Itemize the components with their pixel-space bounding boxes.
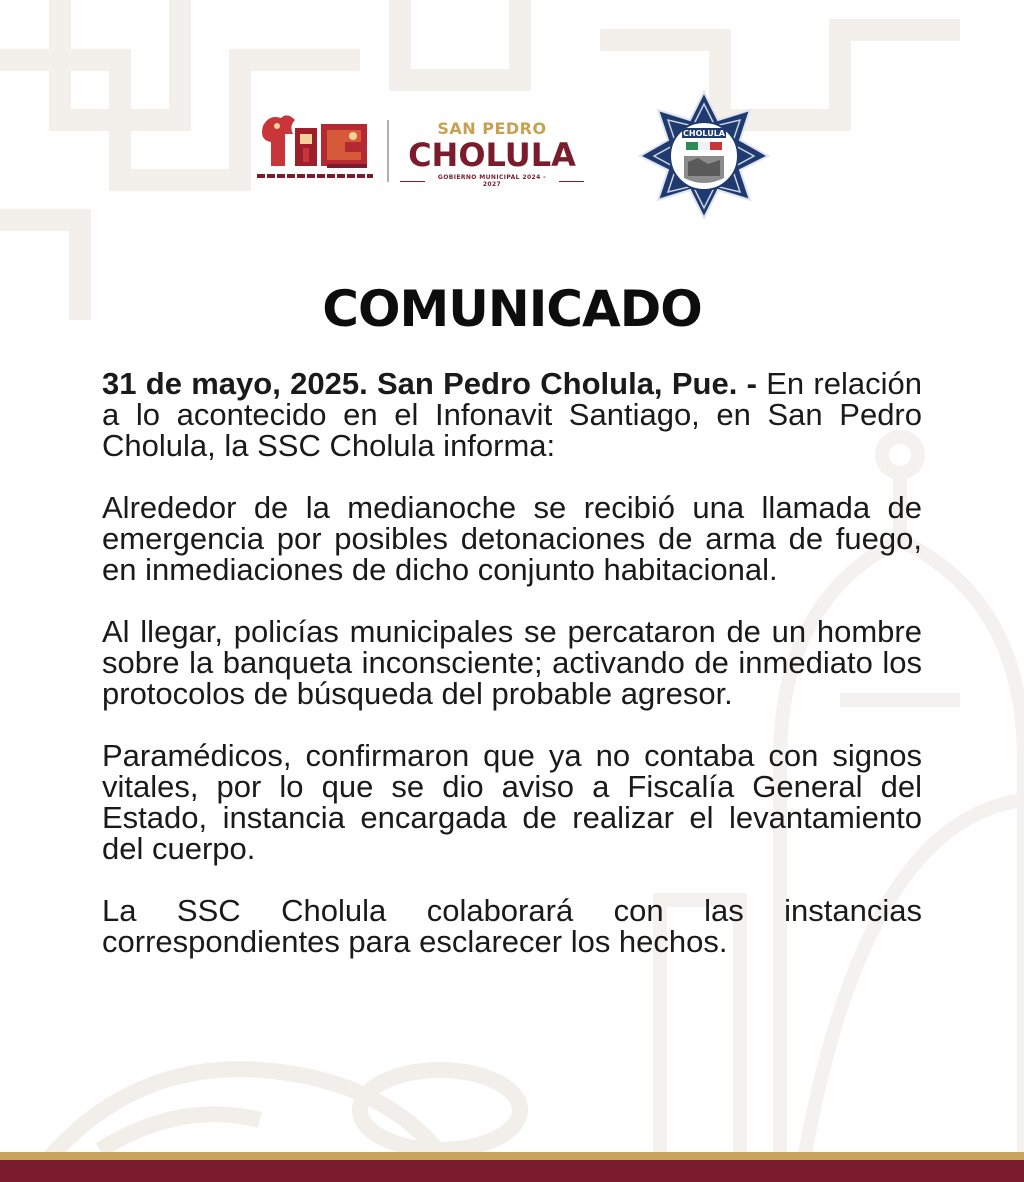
brand-rule-right bbox=[559, 181, 584, 182]
lead-text: En relación a lo acontecido en el Infonavit Santiago, en San Pedro Cholula, la SSC Cholula informa: bbox=[102, 366, 922, 463]
paragraph: Al llegar, policías municipales se percataron de un hombre sobre la banqueta inconsciente; activando de inmediato los protocolos de búsqueda del probable agresor. bbox=[102, 614, 922, 711]
brand-sub-row bbox=[400, 174, 584, 188]
municipality-brand bbox=[400, 120, 584, 188]
page-title: COMUNICADO bbox=[322, 280, 702, 338]
brand-rule-left bbox=[400, 181, 425, 182]
paragraph: Paramédicos, confirmaron que ya no contaba con signos vitales, por lo que se dio aviso a Fiscalía General del Estado, instancia encargada de realizar el levantamiento del cuerpo. bbox=[102, 738, 922, 866]
footer-wine-stripe bbox=[0, 1160, 1024, 1182]
brand-top-text: SAN PEDRO bbox=[437, 119, 547, 138]
logo-divider bbox=[387, 120, 389, 182]
paragraph: La SSC Cholula colaborará con las instancias correspondientes para esclarecer los hechos. bbox=[102, 893, 922, 959]
header bbox=[0, 90, 1024, 220]
brand-main-text: CHOLULA bbox=[408, 136, 576, 174]
aztec-serpent-glyph-icon bbox=[255, 112, 375, 184]
police-star-badge-icon bbox=[638, 90, 770, 220]
dateline: 31 de mayo, 2025. San Pedro Cholula, Pue. - bbox=[102, 366, 757, 401]
lead-paragraph bbox=[102, 368, 922, 461]
footer-band bbox=[0, 1152, 1024, 1182]
badge-label: CHOLULA bbox=[683, 129, 725, 138]
paragraph: Alrededor de la medianoche se recibió una llamada de emergencia por posibles detonaciones de arma de fuego, en inmediaciones de dicho conjunto habitacional. bbox=[102, 490, 922, 587]
brand-sub-text: GOBIERNO MUNICIPAL 2024 - 2027 bbox=[437, 174, 547, 188]
footer-gold-stripe bbox=[0, 1152, 1024, 1160]
communique-body bbox=[102, 368, 922, 957]
